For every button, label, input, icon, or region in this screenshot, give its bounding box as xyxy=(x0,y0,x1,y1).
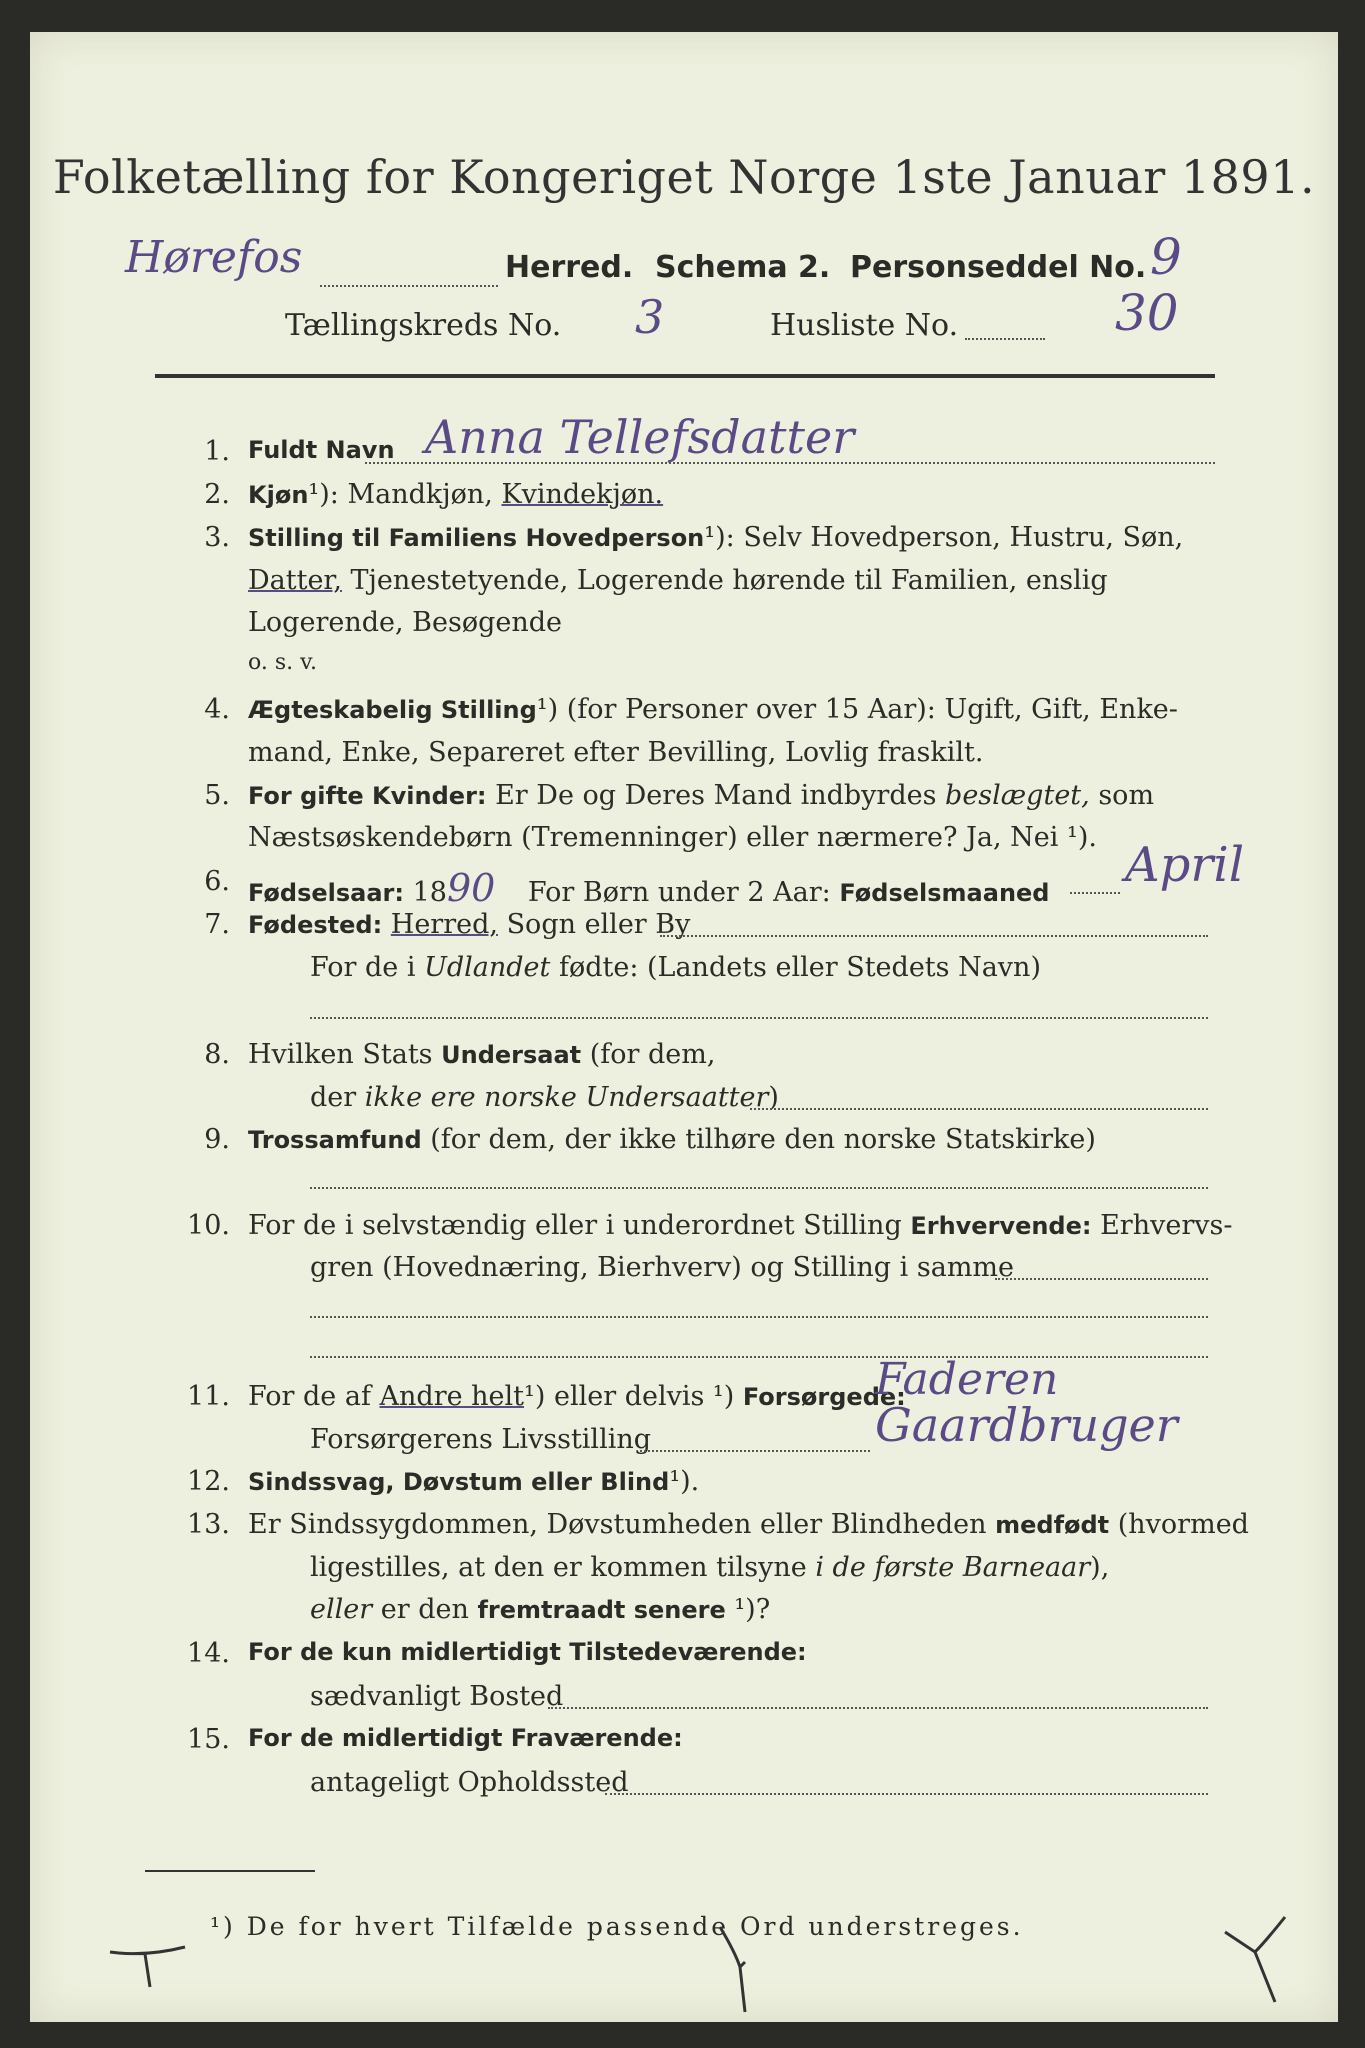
q5-line1: For gifte Kvinder: Er De og Deres Mand indbyrdes beslægtet, som xyxy=(248,780,1155,811)
q15-line2: antageligt Opholdssted xyxy=(310,1767,629,1798)
q13-number: 13. xyxy=(187,1509,230,1540)
q7-line2: For de i Udlandet fødte: (Landets eller Stedets Navn) xyxy=(310,952,1041,983)
q13-line3: eller er den fremtraadt senere ¹)? xyxy=(310,1594,771,1625)
q4-line2: mand, Enke, Separeret efter Bevilling, Lovlig fraskilt. xyxy=(248,737,984,768)
q9-number: 9. xyxy=(204,1124,230,1155)
q8-line1: Hvilken Stats Undersaat (for dem, xyxy=(248,1039,716,1070)
q2-number: 2. xyxy=(204,479,230,510)
header-rule xyxy=(155,374,1215,378)
q7-dots xyxy=(660,935,1208,937)
q15-label: For de midlertidigt Fraværende: xyxy=(248,1724,683,1752)
q7-dots-2 xyxy=(310,1017,1208,1019)
q15-dots xyxy=(605,1793,1208,1795)
q3-number: 3. xyxy=(204,522,230,553)
q14-label: For de kun midlertidigt Tilstedeværende: xyxy=(248,1638,807,1666)
personseddel-label: Personseddel No. xyxy=(850,250,1147,285)
husliste-label: Husliste No. xyxy=(770,308,959,343)
q5-number: 5. xyxy=(204,780,230,811)
q11-dots xyxy=(640,1450,870,1452)
q5-line2: Næstsøskendebørn (Tremenninger) eller nærmere? Ja, Nei ¹). xyxy=(248,822,1097,853)
q9-line: Trossamfund (for dem, der ikke tilhøre den norske Statskirke) xyxy=(248,1124,1096,1155)
q2-line: Kjøn¹): Mandkjøn, Kvindekjøn. xyxy=(248,479,664,510)
q10-number: 10. xyxy=(187,1210,230,1241)
q3-line3: Logerende, Besøgende xyxy=(248,607,562,638)
q3-line1: Stilling til Familiens Hovedperson¹): Selv Hovedperson, Hustru, Søn, xyxy=(248,522,1184,553)
q12-number: 12. xyxy=(187,1466,230,1497)
q10-dots-1 xyxy=(995,1278,1208,1280)
q6-number: 6. xyxy=(204,866,230,897)
q11-value2: Gaardbruger xyxy=(875,1398,1178,1452)
husliste-dots xyxy=(965,338,1045,340)
q10-line1: For de i selvstændig eller i underordnet Stilling Erhvervende: Erhvervs- xyxy=(248,1210,1233,1241)
q1-number: 1. xyxy=(204,436,230,467)
q4-line1: Ægteskabelig Stilling¹) (for Personer over 15 Aar): Ugift, Gift, Enke- xyxy=(248,694,1178,725)
q10-dots-2 xyxy=(310,1316,1208,1318)
q11-line2: Forsørgerens Livsstilling xyxy=(310,1424,652,1455)
footnote: ¹) De for hvert Tilfælde passende Ord understreges. xyxy=(210,1912,1024,1941)
q15-number: 15. xyxy=(187,1724,230,1755)
q9-dots xyxy=(310,1187,1208,1189)
husliste-value: 30 xyxy=(1115,284,1179,342)
q8-dots xyxy=(750,1108,1208,1110)
crop-mark-left xyxy=(105,1932,205,1992)
herred-value: Hørefos xyxy=(125,232,303,283)
q4-number: 4. xyxy=(204,694,230,725)
q6-line: Fødselsaar: 1890 For Børn under 2 Aar: Fødselsmaaned xyxy=(248,866,1050,910)
q8-number: 8. xyxy=(204,1039,230,1070)
q6-dots xyxy=(1070,892,1120,894)
q11-value: Faderen xyxy=(875,1354,1059,1405)
q10-dots-3 xyxy=(310,1356,1208,1358)
q12-line: Sindssvag, Døvstum eller Blind¹). xyxy=(248,1466,700,1497)
q10-line2: gren (Hovednæring, Bierhverv) og Stilling i samme xyxy=(310,1252,1015,1283)
q3-selected: Datter, xyxy=(248,565,342,596)
q14-dots xyxy=(548,1707,1208,1709)
kreds-value: 3 xyxy=(635,290,665,344)
q8-line2: der ikke ere norske Undersaatter) xyxy=(310,1082,779,1113)
q3-line4: o. s. v. xyxy=(248,650,317,675)
crop-mark-right xyxy=(1205,1912,1295,2012)
q7-line1: Fødested: Herred, Sogn eller By xyxy=(248,909,691,940)
herred-dots xyxy=(320,285,498,287)
personseddel-value: 9 xyxy=(1150,228,1182,286)
q13-line1: Er Sindssygdommen, Døvstumheden eller Blindheden medfødt (hvormed xyxy=(248,1509,1249,1540)
q11-selected: Andre helt xyxy=(379,1381,525,1412)
crop-mark-center xyxy=(710,1922,770,2022)
q1-label: Fuldt Navn xyxy=(248,436,395,464)
schema-label: Schema 2. xyxy=(655,250,831,285)
q3-line2: Datter, Tjenestetyende, Logerende hørende til Familien, enslig xyxy=(248,565,1108,596)
q14-line2: sædvanligt Bosted xyxy=(310,1681,564,1712)
q7-selected: Herred, xyxy=(390,909,498,940)
q14-number: 14. xyxy=(187,1638,230,1669)
q2-selected: Kvindekjøn. xyxy=(501,479,664,510)
kreds-label: Tællingskreds No. xyxy=(285,308,562,343)
census-form xyxy=(30,32,1338,2022)
q11-number: 11. xyxy=(187,1381,230,1412)
q13-line2: ligestilles, at den er kommen tilsyne i de første Barneaar), xyxy=(310,1552,1110,1583)
herred-label: Herred. xyxy=(505,250,634,285)
q1-value: Anna Tellefsdatter xyxy=(425,410,855,464)
q6-month-value: April xyxy=(1125,837,1245,893)
form-title: Folketælling for Kongeriget Norge 1ste Januar 1891. xyxy=(52,150,1316,204)
q7-number: 7. xyxy=(204,909,230,940)
footnote-rule xyxy=(145,1870,315,1872)
q6-year-value: 90 xyxy=(446,866,496,910)
q11-line1: For de af Andre helt¹) eller delvis ¹) Forsørgede: xyxy=(248,1381,906,1412)
